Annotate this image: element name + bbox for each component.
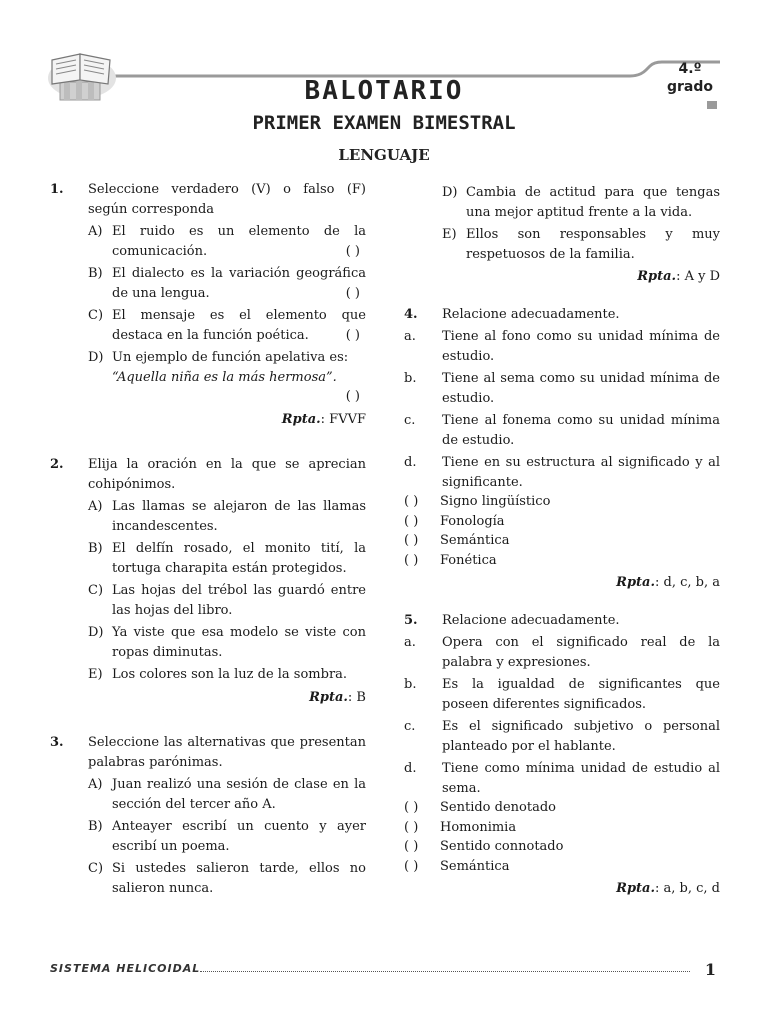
option-text: El delfín rosado, el monito tití, la tortuga charapita están protegidos. <box>112 541 366 576</box>
answer-blank: ( ) <box>404 552 419 568</box>
question-stem: Seleccione verdadero (V) o falso (F) según corresponda <box>88 182 366 217</box>
item-letter: b. <box>404 677 417 692</box>
item-letter: a. <box>404 329 416 344</box>
answer-blank: ( ) <box>404 800 419 815</box>
match-text: Semántica <box>440 858 510 874</box>
answer-key <box>50 688 366 708</box>
match-text: Semántica <box>440 533 510 548</box>
option-text: Si ustedes salieron tarde, ellos no salieron nunca. <box>112 861 366 896</box>
option-letter: B) <box>88 266 103 281</box>
option-letter: B) <box>88 541 103 556</box>
item-letter: d. <box>404 455 417 470</box>
match-row <box>404 512 720 532</box>
item-b <box>404 675 720 714</box>
answer-blank: ( ) <box>404 533 419 548</box>
item-text: Tiene al fonema como su unidad mínima de estudio. <box>442 413 720 448</box>
answer-value: : A y D <box>676 269 720 284</box>
match-row <box>404 551 720 571</box>
option-text: Las hojas del trébol las guardó entre las hojas del libro. <box>112 583 366 618</box>
option-a <box>88 222 366 261</box>
item-text: Opera con el significado real de la palabra y expresiones. <box>442 635 720 670</box>
answer-value: : d, c, b, a <box>655 575 720 590</box>
match-row <box>404 798 720 818</box>
question-stem: Elija la oración en la que se aprecian cohipónimos. <box>88 457 366 492</box>
option-text: Anteayer escribí un cuento y ayer escribí un poema. <box>112 819 366 854</box>
subject-heading: LENGUAJE <box>338 146 430 164</box>
option-text: Juan realizó una sesión de clase en la sección del tercer año A. <box>112 777 366 812</box>
answer-value: : a, b, c, d <box>655 881 720 896</box>
match-text: Fonología <box>440 513 505 529</box>
question-stem: Seleccione las alternativas que presentan palabras parónimas. <box>88 735 366 770</box>
option-a <box>88 775 366 814</box>
option-letter: A) <box>88 224 103 239</box>
match-text: Sentido connotado <box>440 839 564 854</box>
answer-blank: ( ) <box>345 327 360 343</box>
match-row <box>404 837 720 857</box>
question-2 <box>50 455 366 707</box>
option-letter: D) <box>442 185 458 200</box>
option-b <box>88 539 366 578</box>
grade-number: 4.º <box>678 61 702 77</box>
option-letter: D) <box>88 350 104 365</box>
answer-label: Rpta. <box>616 881 656 896</box>
item-letter: c. <box>404 413 416 428</box>
option-letter: E) <box>442 227 457 242</box>
item-text: Tiene al fono como su unidad mínima de estudio. <box>442 329 720 364</box>
answer-blank: ( ) <box>404 819 419 835</box>
item-c <box>404 717 720 756</box>
footer-dotted-rule <box>200 971 690 972</box>
answer-blank: ( ) <box>404 839 419 854</box>
option-text: El dialecto es la variación geográfica de una lengua. <box>112 266 366 301</box>
option-text: El ruido es un elemento de la comunicación. <box>112 224 366 259</box>
answer-blank: ( ) <box>345 243 360 259</box>
question-number: 3. <box>50 735 64 750</box>
option-letter: C) <box>88 583 104 598</box>
question-number: 1. <box>50 182 64 197</box>
item-letter: b. <box>404 371 417 386</box>
option-letter: A) <box>88 777 103 792</box>
answer-label: Rpta. <box>616 575 656 590</box>
answer-key <box>404 573 720 593</box>
page-number: 1 <box>704 960 716 979</box>
option-text: El mensaje es el elemento que destaca en la función poética. <box>112 308 366 343</box>
question-3-continued <box>404 183 720 287</box>
question-number: 2. <box>50 457 64 472</box>
right-column <box>404 180 720 899</box>
option-text: Un ejemplo de función apelativa es: <box>112 350 349 365</box>
answer-value: : B <box>347 689 366 705</box>
answer-key <box>50 410 366 430</box>
option-c <box>88 306 366 345</box>
page-footer <box>50 960 720 980</box>
item-text: Es el significado subjetivo o personal planteado por el hablante. <box>442 719 720 754</box>
item-text: Tiene como mínima unidad de estudio al sema. <box>442 761 720 796</box>
item-letter: c. <box>404 719 416 734</box>
option-b <box>88 817 366 856</box>
question-number: 4. <box>404 306 418 322</box>
answer-blank: ( ) <box>345 389 360 404</box>
option-c <box>88 859 366 898</box>
page-title: BALOTARIO <box>304 76 464 106</box>
answer-blank: ( ) <box>404 858 419 874</box>
option-letter: C) <box>88 308 104 323</box>
option-text: Ya viste que esa modelo se viste con ropas diminutas. <box>112 625 366 660</box>
option-e <box>442 225 720 264</box>
question-4 <box>404 305 720 593</box>
match-text: Signo lingüístico <box>440 494 551 509</box>
option-d <box>88 623 366 662</box>
item-c <box>404 411 720 450</box>
option-e <box>88 665 366 685</box>
item-text: Tiene en su estructura al significado y al significante. <box>442 455 720 490</box>
answer-label: Rpta. <box>281 411 321 427</box>
option-text: Los colores son la luz de la sombra. <box>112 667 348 682</box>
option-text: Ellos son responsables y muy respetuosos de la familia. <box>466 227 720 262</box>
item-letter: d. <box>404 761 417 776</box>
match-row <box>404 857 720 877</box>
item-b <box>404 369 720 408</box>
question-5 <box>404 611 720 899</box>
match-row <box>404 531 720 551</box>
item-a <box>404 633 720 672</box>
item-text: Es la igualdad de significantes que poseen diferentes significados. <box>442 677 720 712</box>
item-text: Tiene al sema como su unidad mínima de estudio. <box>442 371 720 406</box>
question-stem: Relacione adecuadamente. <box>442 612 620 628</box>
match-text: Homonimia <box>440 819 517 835</box>
option-d <box>442 183 720 222</box>
option-c <box>88 581 366 620</box>
answer-key <box>404 267 720 287</box>
answer-label: Rpta. <box>637 269 677 284</box>
item-letter: a. <box>404 635 416 650</box>
item-a <box>404 327 720 366</box>
match-text: Fonética <box>440 552 497 568</box>
answer-blank: ( ) <box>404 513 419 529</box>
match-row <box>404 492 720 512</box>
question-number: 5. <box>404 612 418 628</box>
left-column <box>50 180 366 898</box>
option-d <box>88 348 366 407</box>
match-row <box>404 818 720 838</box>
answer-label: Rpta. <box>309 689 348 705</box>
option-letter: A) <box>88 499 103 514</box>
option-a <box>88 497 366 536</box>
option-quote: “Aquella niña es la más hermosa”. <box>112 369 337 385</box>
option-letter: E) <box>88 667 103 682</box>
question-stem: Relacione adecuadamente. <box>442 306 620 322</box>
option-text: Las llamas se alejaron de las llamas incandescentes. <box>112 499 366 534</box>
option-b <box>88 264 366 303</box>
item-d <box>404 759 720 798</box>
answer-blank: ( ) <box>345 285 360 301</box>
question-3 <box>50 733 366 898</box>
answer-value: : FVVF <box>320 411 366 427</box>
exam-subtitle: PRIMER EXAMEN BIMESTRAL <box>252 112 516 134</box>
grade-word: grado <box>666 79 713 95</box>
match-text: Sentido denotado <box>440 800 556 815</box>
option-letter: D) <box>88 625 104 640</box>
option-text: Cambia de actitud para que tengas una mejor aptitud frente a la vida. <box>466 185 720 220</box>
footer-brand: SISTEMA HELICOIDAL <box>50 962 201 975</box>
answer-blank: ( ) <box>404 494 419 509</box>
option-letter: B) <box>88 819 103 834</box>
option-letter: C) <box>88 861 104 876</box>
question-1 <box>50 180 366 429</box>
answer-key <box>404 879 720 899</box>
item-d <box>404 453 720 492</box>
